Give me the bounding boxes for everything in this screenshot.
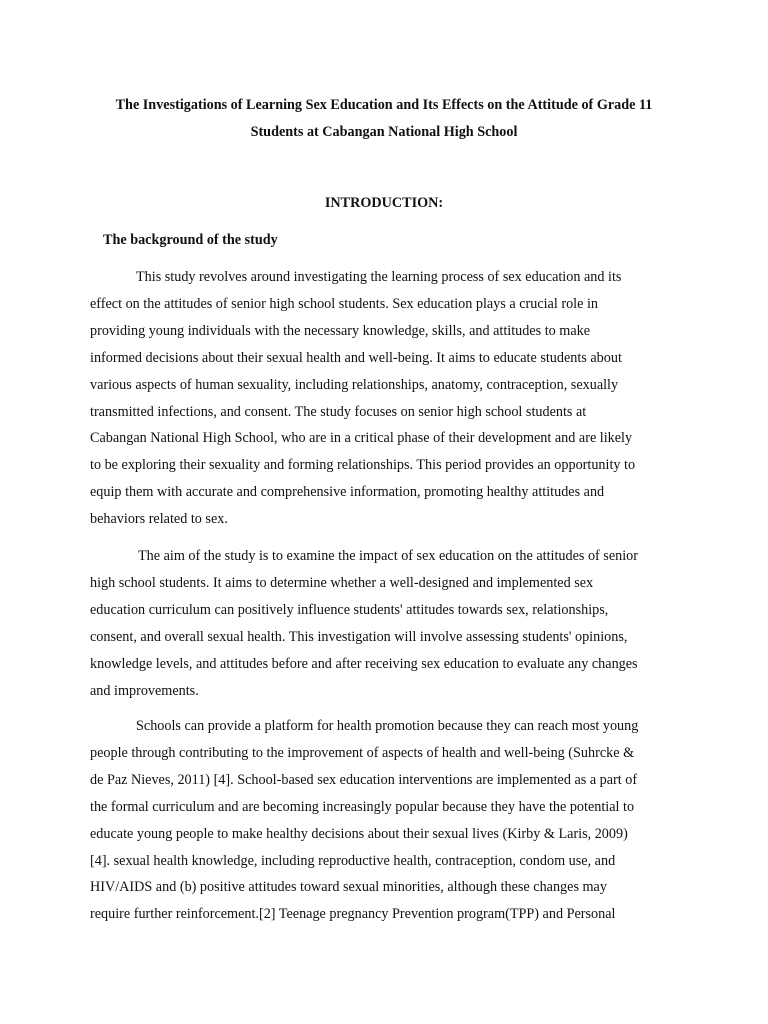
paragraph-line: de Paz Nieves, 2011) [4]. School-based sex education interventions are implemented as a part of — [90, 771, 638, 788]
paragraph-line: The aim of the study is to examine the impact of sex education on the attitudes of senior — [138, 548, 638, 564]
paragraph-line: require further reinforcement.[2] Teenage pregnancy Prevention program(TPP) and Personal — [90, 906, 616, 923]
paragraph-line: consent, and overall sexual health. This investigation will involve assessing students' opinions, — [90, 628, 628, 645]
paragraph-line: high school students. It aims to determine whether a well-designed and implemented sex — [90, 574, 594, 591]
paragraph-line: effect on the attitudes of senior high school students. Sex education plays a crucial role in — [90, 295, 598, 312]
paragraph-line: educate young people to make healthy decisions about their sexual lives (Kirby & Laris, 2009) — [90, 825, 628, 842]
paragraph-line: and improvements. — [90, 682, 199, 699]
paragraph-line: to be exploring their sexuality and forming relationships. This period provides an opportunity to — [90, 457, 636, 474]
paragraph-line: people through contributing to the improvement of aspects of health and well-being (Suhrcke & — [90, 744, 635, 761]
paragraph-line: [4]. sexual health knowledge, including reproductive health, contraception, condom use, and — [90, 852, 616, 869]
paragraph-line: Cabangan National High School, who are in a critical phase of their development and are likely — [90, 430, 633, 447]
paragraph-aim — [90, 543, 674, 704]
title-line: The Investigations of Learning Sex Education and Its Effects on the Attitude of Grade 11 — [115, 97, 653, 113]
paragraph-line: providing young individuals with the necessary knowledge, skills, and attitudes to make — [90, 322, 591, 339]
subsection-heading: The background of the study — [103, 232, 278, 248]
paragraph-line: This study revolves around investigating the learning process of sex education and its — [136, 269, 622, 285]
paragraph-line: HIV/AIDS and (b) positive attitudes toward sexual minorities, although these changes may — [90, 879, 607, 896]
paragraph-line: transmitted infections, and consent. The study focuses on senior high school students at — [90, 403, 587, 420]
paragraph-background — [90, 264, 674, 533]
paragraph-line: knowledge levels, and attitudes before and after receiving sex education to evaluate any changes — [90, 655, 638, 672]
paragraph-line: the formal curriculum and are becoming increasingly popular because they have the potential to — [90, 798, 635, 815]
paragraph-line: informed decisions about their sexual health and well-being. It aims to educate students about — [90, 349, 622, 366]
paragraph-line: behaviors related to sex. — [90, 511, 228, 528]
paragraph-line: equip them with accurate and comprehensive information, promoting healthy attitudes and — [90, 484, 605, 501]
document-title — [60, 92, 708, 146]
paragraph-line: Schools can provide a platform for health promotion because they can reach most young — [136, 718, 639, 734]
paragraph-line: various aspects of human sexuality, including relationships, anatomy, contraception, sexually — [90, 376, 619, 393]
paragraph-line: education curriculum can positively influence students' attitudes towards sex, relationships, — [90, 601, 609, 618]
title-line: Students at Cabangan National High School — [250, 124, 518, 140]
paragraph-schools — [90, 713, 674, 928]
section-heading: INTRODUCTION: — [324, 195, 444, 211]
